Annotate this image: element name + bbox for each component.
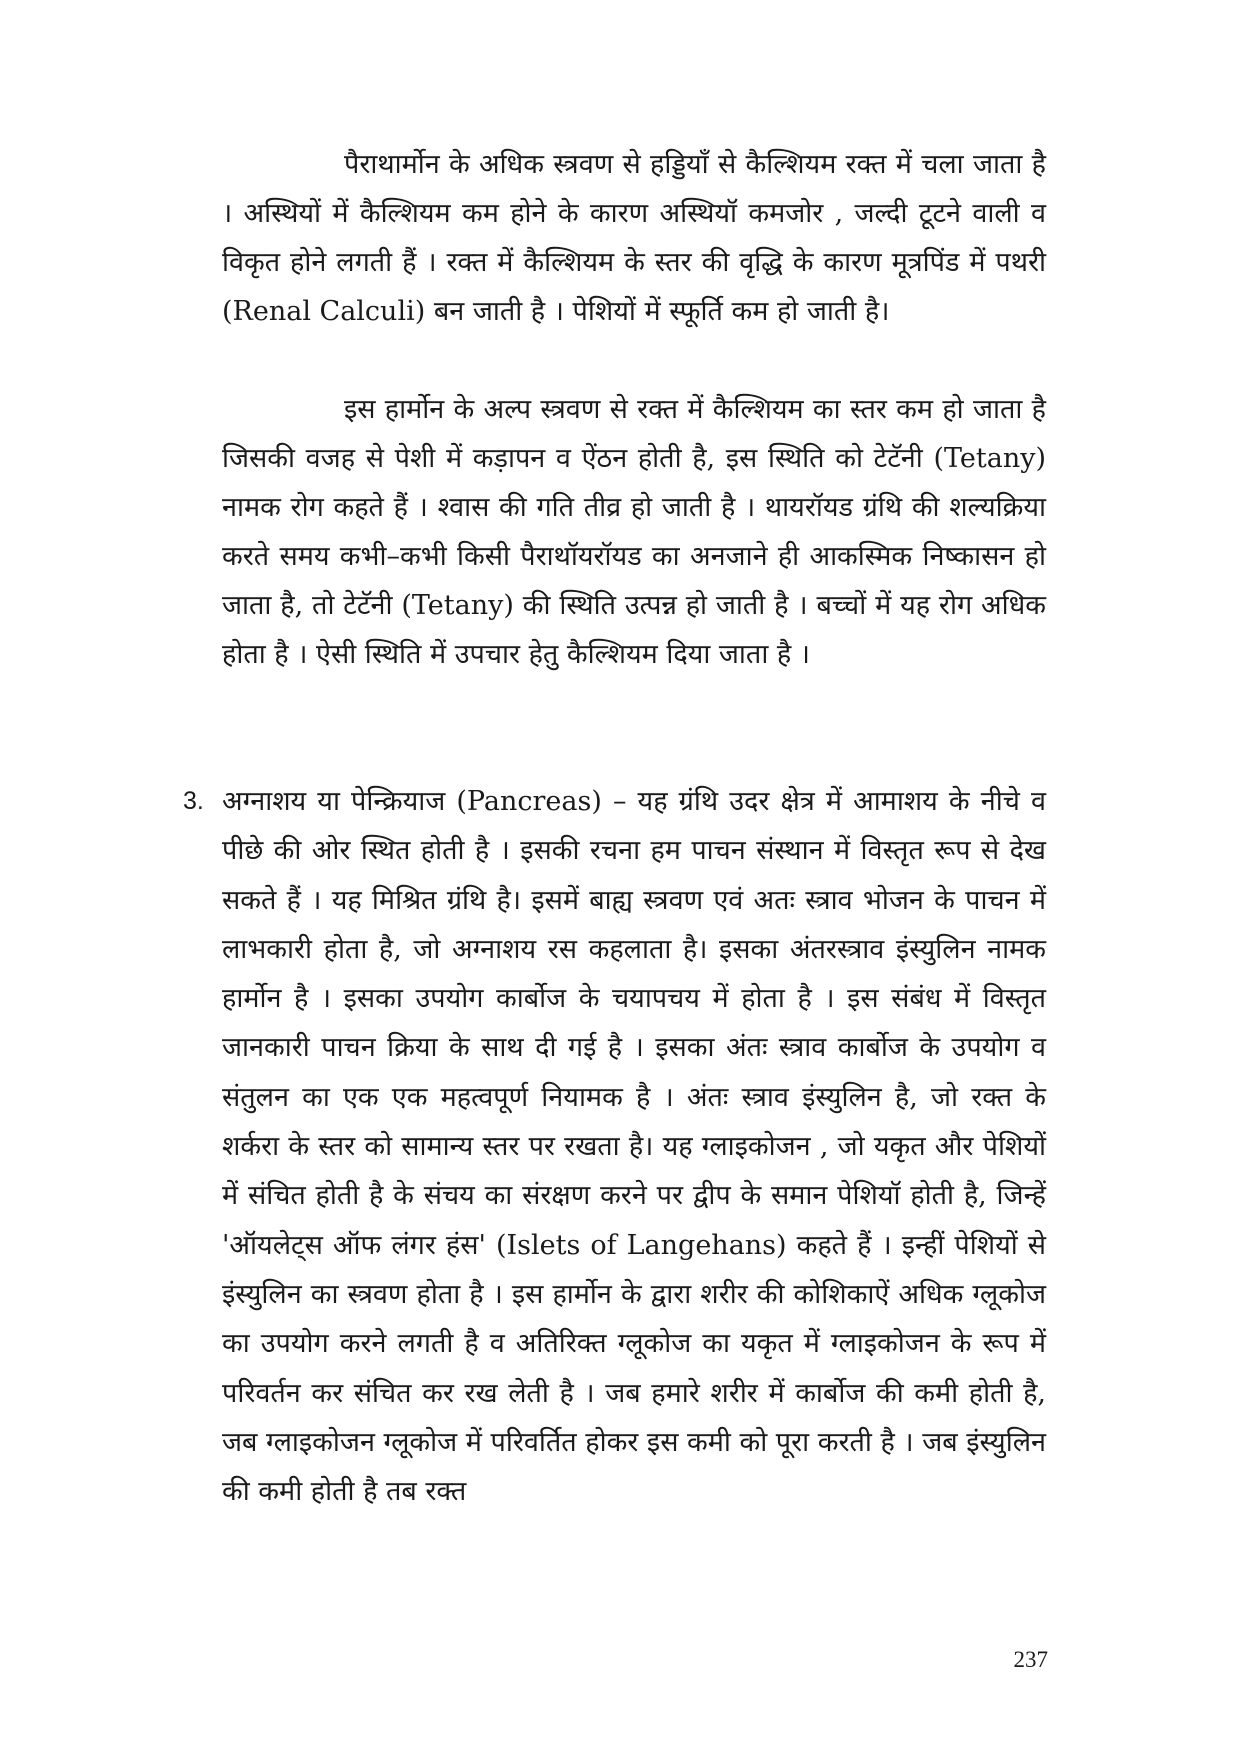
paragraph-parathormone-excess: पैराथार्मोन के अधिक स्त्रवण से हड्डियाँ से कैल्शियम रक्त में चला जाता है । अस्थियों में कैल्शियम कम होने के कारण अस्थियॉ कमजोर , जल्दी टूटने वाली व विकृत होने लगती हैं । रक्त में कैल्शियम के स्तर की वृद्धि के कारण मूत्रपिंड में पथरी (Renal Calculi) बन जाती है । पेशियों में स्फूर्ति कम हो जाती है। (222, 149, 1046, 327)
paragraph-parathormone-deficiency: इस हार्मोन के अल्प स्त्रवण से रक्त में कैल्शियम का स्तर कम हो जाता है जिसकी वजह से पेशी में कड़ापन व ऐंठन होती है, इस स्थिति को टेटॅनी (Tetany) नामक रोग कहते हैं । श्वास की गति तीव्र हो जाती है । थायरॉयड ग्रंथि की शल्यक्रिया करते समय कभी–कभी किसी पैराथॉयरॉयड का अनजाने ही आकस्मिक निष्कासन हो जाता है, तो टेटॅनी (Tetany) की स्थिति उत्पन्न हो जाती है । बच्चों में यह रोग अधिक होता है । ऐसी स्थिति में उपचार हेतु कैल्शियम दिया जाता है । (222, 394, 1046, 670)
section-pancreas-text: अग्नाशय या पेन्क्रियाज (Pancreas) – यह ग्रंथि उदर क्षेत्र में आमाशय के नीचे व पीछे की ओर स्थित होती है । इसकी रचना हम पाचन संस्थान में विस्तृत रूप से देख सकते हैं । यह मिश्रित ग्रंथि है। इसमें बाह्य स्त्रवण एवं अतः स्त्राव भोजन के पाचन में लाभकारी होता है, जो अग्नाशय रस कहलाता है। इसका अंतरस्त्राव इंस्युलिन नामक हार्मोन है । इसका उपयोग कार्बोज के चयापचय में होता है । इस संबंध में विस्तृत जानकारी पाचन क्रिया के साथ दी गई है । इसका अंतः स्त्राव कार्बोज के उपयोग व संतुलन का एक एक महत्वपूर्ण नियामक है । अंतः स्त्राव इंस्युलिन है, जो रक्त के शर्करा के स्तर को सामान्य स्तर पर रखता है। यह ग्लाइकोजन , जो यकृत और पेशियों में संचित होती है के संचय का संरक्षण करने पर द्वीप के समान पेशियॉ होती है, जिन्हें 'ऑयलेट्स ऑफ लंगर हंस' (Islets of Langehans) कहते हैं । इन्हीं पेशियों से इंस्युलिन का स्त्रवण होता है । इस हार्मोन के द्वारा शरीर की कोशिकाऐं अधिक ग्लूकोज का उपयोग करने लगती है व अतिरिक्त ग्लूकोज का यकृत में ग्लाइकोजन के रूप में परिवर्तन कर संचित कर रख लेती है । जब हमारे शरीर में कार्बोज की कमी होती है, जब ग्लाइकोजन ग्लूकोज में परिवर्तित होकर इस कमी को पूरा करती है । जब इंस्युलिन की कमी होती है तब रक्त (222, 786, 1046, 1508)
section-pancreas (183, 777, 1046, 1516)
section-number: 3. (183, 787, 204, 815)
page-number: 237 (1013, 1647, 1048, 1672)
